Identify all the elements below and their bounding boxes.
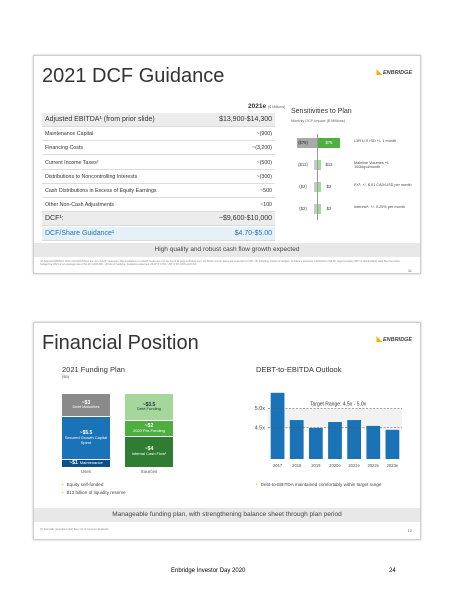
sensitivity-positive-label: $75	[325, 140, 333, 145]
sensitivity-negative-label: ($75)	[298, 140, 308, 145]
row-label: Maintenance Capital	[45, 131, 94, 138]
sensitivity-negative-label: ($12)	[298, 162, 308, 167]
sensitivity-negative-bar	[314, 182, 317, 192]
x-tick-label: 2023e	[386, 463, 399, 468]
sensitivities-title: Sensitivities to Plan	[291, 108, 352, 115]
uses-label: Uses	[80, 469, 92, 474]
x-tick-label: 2020e	[329, 463, 341, 468]
logo-mark-icon: ◣	[376, 336, 382, 343]
segment-label: Maintenance	[79, 460, 103, 466]
slide-title: 2021 DCF Guidance	[42, 65, 225, 87]
segment-value: ~$3.5	[142, 401, 156, 408]
row-label: Other Non-Cash Adjustments	[45, 202, 114, 209]
funding-bullet	[62, 482, 103, 487]
enbridge-logo	[377, 68, 412, 76]
table-row	[42, 212, 275, 226]
row-value: $4.70-$5.00	[234, 229, 272, 237]
table-header-year: 2021e	[248, 103, 267, 110]
x-tick-label: 2017	[272, 463, 283, 468]
logo-text: ENBRIDGE	[382, 70, 412, 76]
table-row	[42, 113, 275, 127]
bar	[290, 420, 304, 459]
row-label: Adjusted EBITDA¹ (from prior slide)	[45, 116, 155, 123]
segment-label: Debt Maturities	[72, 404, 100, 410]
table-row	[42, 127, 275, 141]
key-message-banner: Manageable funding plan, with strengthening balance sheet through plan period	[34, 508, 420, 522]
logo-mark-icon: ◣	[376, 69, 382, 76]
bullet-icon: •	[62, 482, 64, 487]
sensitivity-description: Mainline Volumes +/- 100kbpd/month	[354, 161, 390, 170]
table-header-unit: ($ Millions)	[267, 105, 286, 109]
sensitivity-description: FX³: +/- $.01 CAD/USD per month	[354, 183, 412, 187]
funding-segment	[125, 394, 173, 420]
sensitivities-subtitle: Monthly DCF Impact ($ Millions)	[291, 119, 346, 123]
row-value: ~100	[260, 202, 272, 209]
sensitivity-negative-bar	[314, 160, 317, 170]
segment-label: Debt Funding	[136, 406, 161, 412]
sensitivity-positive-label: $2	[326, 206, 332, 211]
bar	[309, 428, 323, 459]
funding-segment	[125, 421, 173, 436]
sensitivity-positive-label: $2	[326, 184, 332, 189]
footnote: (1) Internally generated cash flow, net of common dividends.	[40, 528, 110, 531]
bar	[386, 430, 400, 459]
segment-label: 2020 Pre-Funding	[132, 427, 166, 433]
bar	[271, 393, 285, 459]
table-row	[42, 170, 275, 184]
bar	[366, 426, 380, 459]
table-row	[42, 156, 275, 170]
bar	[347, 420, 361, 459]
sensitivity-description: L3R U.S ISD +/- 1 month	[354, 139, 397, 143]
row-value: $13,900-$14,300	[219, 116, 272, 123]
bullet-icon: •	[62, 490, 64, 495]
bullet-text: Debt-to-EBITDA maintained comfortably within target range	[260, 482, 382, 487]
debt-chart-title: DEBT-to-EBITDA Outlook	[256, 365, 342, 374]
segment-value: ~$1	[69, 460, 78, 467]
funding-segment	[62, 394, 110, 416]
logo-text: ENBRIDGE	[382, 337, 412, 343]
sensitivity-negative-bar	[314, 204, 317, 214]
row-label: Distributions to Noncontrolling Interests	[45, 173, 138, 180]
slide-financial-position	[33, 322, 421, 540]
target-range-label: Target Range: 4.5x - 5.0x	[310, 401, 367, 408]
sensitivity-positive-label: $12	[325, 162, 333, 167]
row-label: Financing Costs	[45, 145, 83, 152]
footnote: (1) Adjusted EBITDA, DCF and DCF/share are non-GAAP measures. Reconciliations to GAAP measures can be found at www.enbridge.com. (2) Book income taxes are expected at 19%. (3) Including impact of hedges. Guidance assumes CAD/USD of $1.30. Approximately 89% of distributable cash flow has been hedged for 2021 at an average rate of $1.26 CAD/USD. (4) Net of hedging. Guidance assumes US10YT 0.5%, UST 0.5% CDN and FCF.	[40, 260, 400, 267]
sensitivity-negative-label: ($2)	[299, 206, 307, 211]
document-page-number: 24	[389, 568, 396, 574]
y-tick-label: 5.0x	[254, 405, 265, 412]
debt-bullet	[256, 482, 396, 488]
table-row	[42, 198, 275, 212]
bullet-text: Equity self-funded	[66, 482, 104, 487]
funding-segment	[62, 460, 110, 467]
table-header	[248, 103, 285, 110]
x-tick-label: 2022e	[367, 463, 380, 468]
table-row	[42, 184, 275, 198]
debt-to-ebitda-chart	[246, 381, 406, 471]
row-label: Cash Distributions in Excess of Equity Earnings	[45, 188, 157, 194]
segment-label: Secured Growth Capital Spent	[64, 434, 108, 445]
document-footer-title: Enbridge Investor Day 2020	[171, 568, 246, 574]
row-label: DCF/Share Guidance¹	[45, 229, 115, 237]
bullet-icon: •	[256, 482, 258, 487]
row-value: ~$9,600-$10,000	[218, 215, 272, 223]
x-tick-label: 2021e	[348, 463, 360, 468]
funding-segment	[62, 417, 110, 459]
x-tick-label: 2018	[292, 463, 302, 468]
funding-segment	[125, 437, 173, 467]
slide-dcf-guidance	[33, 55, 421, 274]
y-tick-label: 4.5x	[254, 425, 265, 432]
funding-plan-unit: ($B)	[62, 375, 70, 379]
key-message-banner: High quality and robust cash flow growth expected	[34, 243, 420, 257]
slide-title: Financial Position	[42, 332, 199, 354]
enbridge-logo	[377, 335, 412, 343]
row-value: ~(500)	[256, 159, 272, 166]
table-row	[42, 141, 275, 155]
sensitivity-description: Interest⁴: +/- 0.25% per month	[354, 205, 405, 209]
segment-value: ~$4	[144, 446, 154, 453]
row-label: DCF¹:	[45, 215, 64, 223]
sources-label: Sources	[140, 469, 158, 474]
x-tick-label: 2019	[311, 463, 321, 468]
segment-label: Internal Cash Flow¹	[131, 450, 167, 456]
row-value: ~(3,200)	[252, 145, 272, 152]
funding-plan-title: 2021 Funding Plan	[62, 365, 125, 374]
table-row	[42, 227, 275, 241]
segment-value: ~$5.5	[79, 430, 93, 437]
slide-page-number: 12	[407, 528, 412, 533]
row-value: ~(300)	[256, 173, 272, 180]
segment-value: ~$2	[144, 422, 154, 429]
sensitivity-negative-label: ($2)	[299, 184, 307, 189]
slide-page-number: 11	[407, 268, 412, 273]
bullet-text: $13 billion of liquidity reserve	[66, 490, 126, 495]
row-label: Current Income Taxes²	[45, 159, 99, 166]
row-value: ~(900)	[256, 131, 272, 138]
row-value: ~500	[260, 188, 272, 194]
funding-bullet	[62, 490, 126, 495]
segment-value: ~$3	[81, 399, 91, 406]
